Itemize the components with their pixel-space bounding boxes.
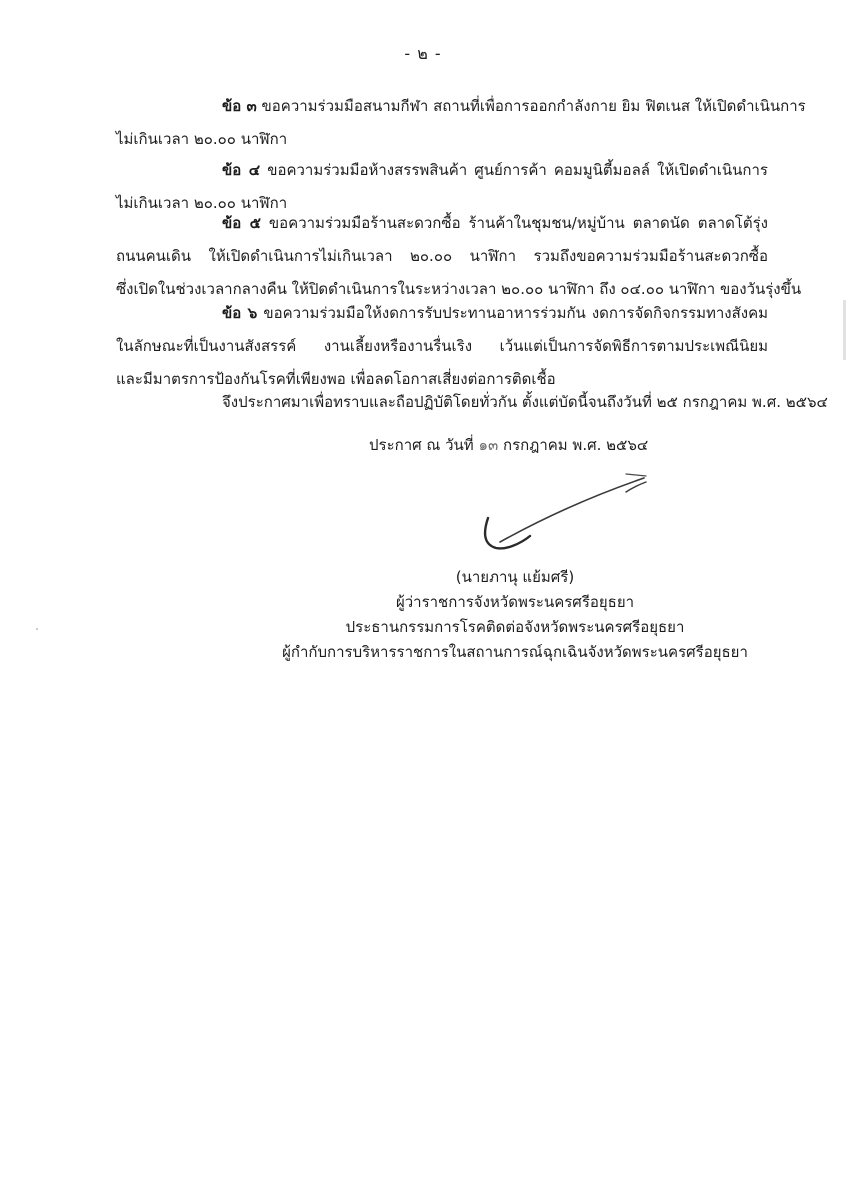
date-prefix: ประกาศ ณ วันที่ [369,436,474,454]
signature-image [476,470,656,560]
signatory-title-emergency-director: ผู้กำกับการบริหารราชการในสถานการณ์ฉุกเฉินจังหวัดพระนครศรีอยุธยา [282,643,748,661]
scan-speck [36,628,38,630]
date-day: ๑๓ [478,436,499,454]
item-5-number: ข้อ ๕ [222,214,261,232]
signatory-block [280,565,750,665]
item-4-line-2: ไม่เกินเวลา ๒๐.๐๐ นาฬิกา [116,194,288,212]
item-5 [116,207,802,306]
item-4-number: ข้อ ๔ [222,161,261,179]
item-6-text-1: ขอความร่วมมือให้งดการรับประทานอาหารร่วมกัน งดการจัดกิจกรรมทางสังคม [263,304,768,322]
item-6-line-3: และมีมาตรการป้องกันโรคที่เพียงพอ เพื่อลดโอกาสเสี่ยงต่อการติดเชื้อ [116,370,556,388]
item-3 [116,90,806,156]
item-3-text-1: ขอความร่วมมือสนามกีฬา สถานที่เพื่อการออกกำลังกาย ยิม ฟิตเนส ให้เปิดดำเนินการ [261,97,806,115]
announcement-date [369,433,648,457]
item-5-line-3: ซึ่งเปิดในช่วงเวลากลางคืน ให้ปิดดำเนินการในระหว่างเวลา ๒๐.๐๐ นาฬิกา ถึง ๐๔.๐๐ นาฬิกา ของวันรุ่งขึ้น [116,280,802,298]
item-4-line-1 [116,154,768,187]
item-3-line-1 [116,90,806,123]
item-3-line-2: ไม่เกินเวลา ๒๐.๐๐ นาฬิกา [116,130,288,148]
signatory-name: (นายภานุ แย้มศรี) [455,568,575,586]
signatory-title-governor: ผู้ว่าราชการจังหวัดพระนครศรีอยุธยา [395,593,635,611]
date-month-year: กรกฎาคม พ.ศ. ๒๕๖๔ [503,436,649,454]
item-6-line-1 [116,297,768,330]
page-number: - ๒ - [404,44,442,63]
item-5-line-2: ถนนคนเดิน ให้เปิดดำเนินการไม่เกินเวลา ๒๐.๐๐ นาฬิกา รวมถึงขอความร่วมมือร้านสะดวกซื้อ [116,247,768,265]
item-6-line-2: ในลักษณะที่เป็นงานสังสรรค์ งานเลี้ยงหรืองานรื่นเริง เว้นแต่เป็นการจัดพิธีการตามประเพณีนิยม [116,337,768,355]
item-3-number: ข้อ ๓ [222,97,257,115]
closing-statement: จึงประกาศมาเพื่อทราบและถือปฏิบัติโดยทั่วกัน ตั้งแต่บัดนี้จนถึงวันที่ ๒๕ กรกฎาคม พ.ศ. ๒๕๖๔ [222,393,828,411]
item-4-text-1: ขอความร่วมมือห้างสรรพสินค้า ศูนย์การค้า คอมมูนิตี้มอลล์ ให้เปิดดำเนินการ [267,161,768,179]
signatory-title-committee-chair: ประธานกรรมการโรคติดต่อจังหวัดพระนครศรีอยุธยา [345,618,685,636]
item-5-text-1: ขอความร่วมมือร้านสะดวกซื้อ ร้านค้าในชุมชน/หมู่บ้าน ตลาดนัด ตลาดโต้รุ่ง [268,214,768,232]
item-6 [116,297,768,396]
item-6-number: ข้อ ๖ [222,304,258,322]
item-5-line-1 [116,207,768,240]
